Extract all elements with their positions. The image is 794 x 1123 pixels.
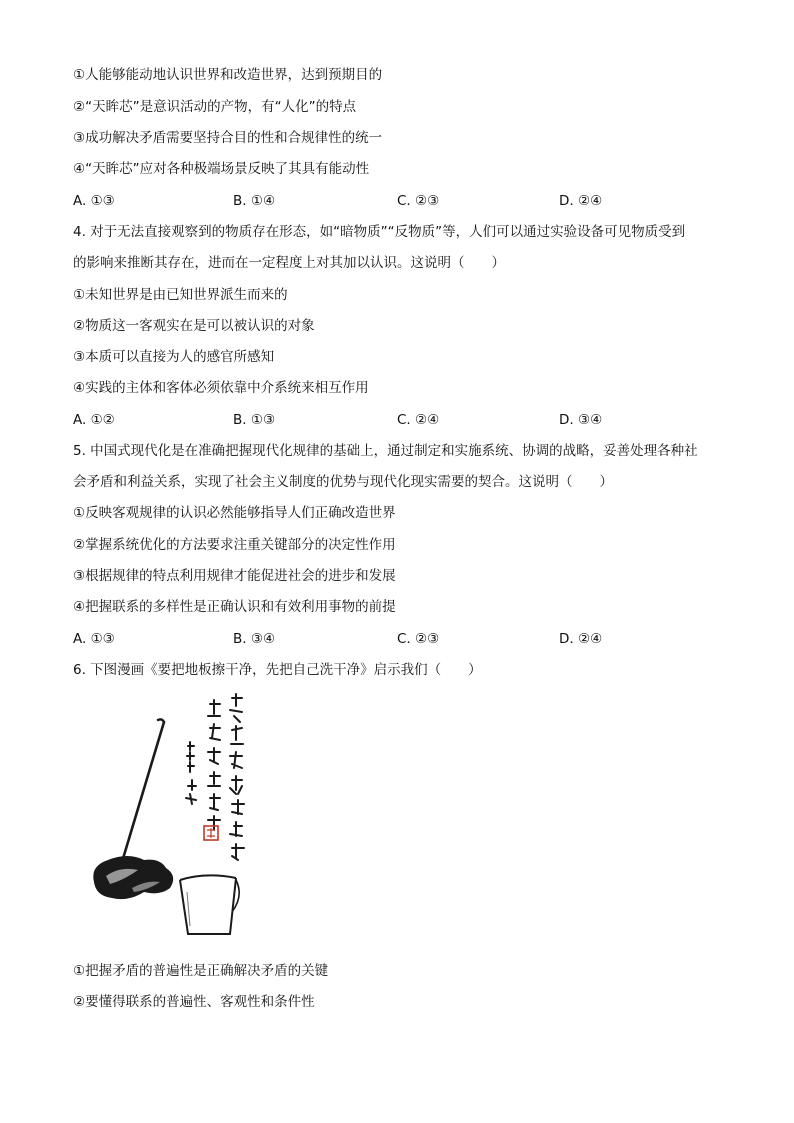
q5-item-1: ①反映客观规律的认识必然能够指导人们正确改造世界 [73, 505, 396, 521]
q4-option-b[interactable]: B. ①③ [233, 412, 276, 428]
q3-option-d[interactable]: D. ②④ [559, 193, 603, 209]
q4-option-d[interactable]: D. ③④ [559, 412, 603, 428]
q3-option-b[interactable]: B. ①④ [233, 193, 276, 209]
q5-option-c[interactable]: C. ②③ [397, 631, 440, 647]
q3-item-3: ③成功解决矛盾需要坚持合目的性和合规律性的统一 [73, 130, 383, 146]
q5-option-a[interactable]: A. ①③ [73, 631, 115, 647]
q4-stem-line1: 4. 对于无法直接观察到的物质存在形态，如“暗物质”“反物质”等，人们可以通过实验设备可见物质受到 [73, 224, 686, 240]
mop-handle-icon [122, 722, 164, 862]
q5-stem-line1: 5. 中国式现代化是在准确把握现代化规律的基础上，通过制定和实施系统、协调的战略，妥善处理各种社 [73, 443, 698, 459]
cartoon-figure [86, 690, 286, 945]
q6-item-1: ①把握矛盾的普遍性是正确解决矛盾的关键 [73, 963, 329, 979]
q5-option-d[interactable]: D. ②④ [559, 631, 603, 647]
q6-stem: 6. 下图漫画《要把地板擦干净，先把自己洗干净》启示我们（ ） [73, 662, 482, 678]
q3-options [73, 191, 733, 211]
mop-head-icon [93, 856, 173, 899]
q5-item-4: ④把握联系的多样性是正确认识和有效利用事物的前提 [73, 599, 396, 615]
q3-item-4: ④“天眸芯”应对各种极端场景反映了其具有能动性 [73, 161, 370, 177]
q5-option-b[interactable]: B. ③④ [233, 631, 276, 647]
q3-item-1: ①人能够能动地认识世界和改造世界，达到预期目的 [73, 67, 383, 83]
q4-stem-line2: 的影响来推断其存在，进而在一定程度上对其加以认识。这说明（ ） [73, 255, 505, 271]
q5-item-3: ③根据规律的特点利用规律才能促进社会的进步和发展 [73, 568, 396, 584]
q4-item-3: ③本质可以直接为人的感官所感知 [73, 349, 275, 365]
q3-option-c[interactable]: C. ②③ [397, 193, 440, 209]
mop-and-bucket-icon [86, 690, 286, 945]
q5-stem-line2: 会矛盾和利益关系，实现了社会主义制度的优势与现代化现实需要的契合。这说明（ ） [73, 474, 613, 490]
q4-item-2: ②物质这一客观实在是可以被认识的对象 [73, 318, 315, 334]
q4-item-4: ④实践的主体和客体必须依靠中介系统来相互作用 [73, 380, 369, 396]
q5-item-2: ②掌握系统优化的方法要求注重关键部分的决定性作用 [73, 537, 396, 553]
q4-item-1: ①未知世界是由已知世界派生而来的 [73, 287, 288, 303]
q3-item-2: ②“天眸芯”是意识活动的产物，有“人化”的特点 [73, 99, 357, 115]
q3-option-a[interactable]: A. ①③ [73, 193, 115, 209]
calligraphy-strokes-icon [186, 694, 244, 860]
q4-options [73, 410, 733, 430]
q4-option-c[interactable]: C. ②④ [397, 412, 440, 428]
q6-item-2: ②要懂得联系的普遍性、客观性和条件性 [73, 994, 315, 1010]
q5-options [73, 629, 733, 649]
bucket-rim-icon [180, 875, 236, 880]
q4-option-a[interactable]: A. ①② [73, 412, 115, 428]
